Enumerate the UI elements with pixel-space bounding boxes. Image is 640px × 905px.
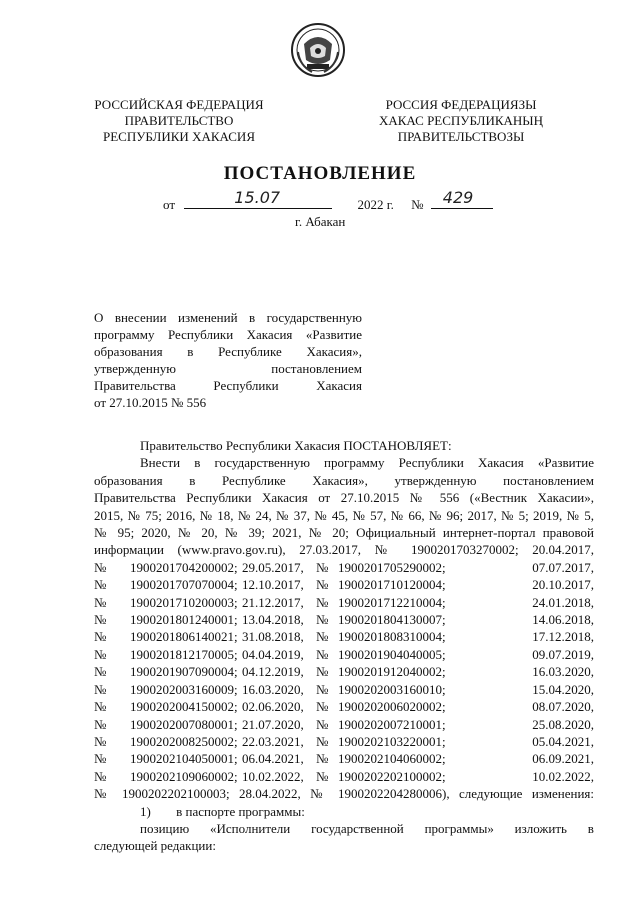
registry-cell: 04.04.2019,	[242, 646, 304, 662]
registry-row	[94, 768, 594, 785]
registry-cell: 16.03.2020,	[532, 664, 594, 680]
registry-cell: 1900202003160009;	[130, 681, 238, 697]
registry-cell: №	[94, 681, 107, 697]
body-word: изложить	[514, 820, 567, 836]
header-left-line: РЕСПУБЛИКИ ХАКАСИЯ	[102, 129, 255, 144]
registry-cell: №	[94, 559, 107, 575]
registry-row	[94, 559, 594, 576]
registry-cell: №	[94, 751, 107, 767]
body-line: Правительства Республики Хакасия от 27.10.2015 № 556 («Вестник Хакасии»,	[94, 490, 594, 506]
subject-word: в	[187, 344, 194, 359]
subject-line: О внесении изменений в государственную	[94, 310, 362, 325]
registry-cell: 05.04.2021,	[532, 733, 594, 749]
registry-cell: 1900202003160010;	[338, 681, 446, 697]
registry-row	[94, 628, 594, 645]
body-word: позицию	[140, 820, 190, 836]
subject-line: от 27.10.2015 № 556	[94, 395, 207, 410]
body-word: Республике	[222, 472, 286, 488]
registry-cell: 1900201801240001;	[130, 612, 238, 628]
registry-cell: 1900201707070004;	[130, 577, 238, 593]
registry-cell: №	[94, 629, 107, 645]
registry-cell: 1900202004150002;	[130, 699, 238, 715]
registry-row	[94, 750, 594, 767]
subject-word: Хакасия»,	[306, 344, 362, 359]
registry-cell: 02.06.2020,	[242, 699, 304, 715]
body-line: 2015, № 75; 2016, № 18, № 24, № 37, № 45, № 57, № 66, № 96; 2017, № 5; 2019, № 5,	[94, 507, 594, 523]
number-blank	[431, 188, 493, 209]
date-blank	[184, 188, 332, 209]
registry-cell: №	[316, 646, 329, 662]
body-word: Хакасия»,	[312, 472, 368, 488]
registry-cell: №	[316, 768, 329, 784]
registry-cell: 21.07.2020,	[242, 716, 304, 732]
body-word: программы»	[424, 820, 494, 836]
registry-cell: 1900202104050001;	[130, 751, 238, 767]
registry-cell: 31.08.2018,	[242, 629, 304, 645]
registry-cell: 15.04.2020,	[532, 681, 594, 697]
registry-cell: 10.02.2022,	[532, 768, 594, 784]
registry-cell: 1900202202100002;	[338, 768, 446, 784]
subject-line	[94, 377, 362, 394]
body-word: в	[587, 820, 594, 836]
coat-of-arms-emblem	[290, 22, 346, 78]
publication-registry	[94, 559, 594, 785]
registry-cell: 06.04.2021,	[242, 751, 304, 767]
body-word: государственной	[311, 820, 404, 836]
registry-cell: 13.04.2018,	[242, 612, 304, 628]
header-left-line: ПРАВИТЕЛЬСТВО	[124, 113, 234, 128]
registry-row	[94, 611, 594, 628]
registry-cell: №	[94, 716, 107, 732]
registry-cell: 12.10.2017,	[242, 577, 304, 593]
registry-cell: №	[316, 751, 329, 767]
header-right-line: РОССИЯ ФЕДЕРАЦИЯЗЫ	[385, 97, 537, 112]
registry-row	[94, 663, 594, 680]
subject-word: образования	[94, 344, 163, 359]
subject-line	[94, 360, 362, 377]
item-1	[94, 803, 594, 820]
year-text: 2022 г.	[357, 197, 394, 212]
registry-cell: 10.02.2022,	[242, 768, 304, 784]
registry-cell: 1900201907090004;	[130, 664, 238, 680]
registry-cell: №	[316, 594, 329, 610]
registry-cell: 1900202007080001;	[130, 716, 238, 732]
body-word: образования	[94, 472, 163, 488]
body-line: Внести в государственную программу Республики Хакасия «Развитие	[140, 455, 594, 471]
city-label: г. Абакан	[295, 214, 346, 229]
registry-cell: 1900202007210001;	[338, 716, 446, 732]
subject-word: Республике	[218, 344, 282, 359]
registry-cell: №	[94, 594, 107, 610]
item-1-number: 1)	[140, 803, 151, 819]
registry-cell: №	[316, 559, 329, 575]
registry-cell: 1900201710120004;	[338, 577, 446, 593]
header-left-line: РОССИЙСКАЯ ФЕДЕРАЦИЯ	[94, 97, 264, 112]
registry-cell: №	[316, 733, 329, 749]
subject-block	[94, 309, 362, 411]
resolution-intro: Правительство Республики Хакасия ПОСТАНОВЛЯЕТ:	[140, 438, 452, 453]
registry-row	[94, 716, 594, 733]
registry-row	[94, 576, 594, 593]
registry-cell: 21.12.2017,	[242, 594, 304, 610]
registry-cell: №	[94, 768, 107, 784]
registry-cell: №	[316, 612, 329, 628]
body-word: «Исполнители	[210, 820, 291, 836]
registry-cell: №	[316, 664, 329, 680]
registry-cell: 16.03.2020,	[242, 681, 304, 697]
registry-cell: 1900201710200003;	[130, 594, 238, 610]
subject-word: Хакасия	[316, 378, 362, 393]
body-word: утвержденную	[394, 472, 477, 488]
registry-cell: №	[316, 629, 329, 645]
registry-cell: 1900202109060002;	[130, 768, 238, 784]
header-right-line: ПРАВИТЕЛЬСТВОЗЫ	[397, 129, 525, 144]
document-title: ПОСТАНОВЛЕНИЕ	[223, 163, 417, 184]
registry-cell: 1900201808310004;	[338, 629, 446, 645]
document-body	[94, 437, 594, 855]
registry-cell: 06.09.2021,	[532, 751, 594, 767]
body-word: в	[189, 472, 196, 488]
date-line	[163, 188, 493, 213]
header-right-line: ХАКАС РЕСПУБЛИКАНЫҢ	[378, 113, 544, 128]
body-line	[94, 472, 594, 489]
body-word: постановлением	[503, 472, 594, 488]
item-1-text: в паспорте программы:	[176, 803, 305, 819]
registry-cell: 1900201912040002;	[338, 664, 446, 680]
subject-word: Правительства	[94, 378, 176, 393]
registry-cell: 17.12.2018,	[532, 629, 594, 645]
registry-cell: 1900201804130007;	[338, 612, 446, 628]
registry-cell: 1900201712210004;	[338, 594, 446, 610]
registry-cell: 1900202008250002;	[130, 733, 238, 749]
registry-cell: №	[316, 681, 329, 697]
handwritten-number: 429	[442, 188, 474, 207]
body-line: информации (www.pravo.gov.ru), 27.03.2017, № 1900201703270002; 20.04.2017,	[94, 542, 594, 558]
body-line: № 1900202202100003; 28.04.2022, № 1900202204280006), следующие изменения:	[94, 786, 594, 802]
registry-row	[94, 594, 594, 611]
item-2-line	[94, 820, 594, 837]
registry-cell: №	[94, 612, 107, 628]
registry-cell: 1900202006020002;	[338, 699, 446, 715]
subject-word: Республики	[213, 378, 279, 393]
item-2-line: следующей редакции:	[94, 838, 216, 854]
registry-cell: №	[94, 646, 107, 662]
registry-row	[94, 681, 594, 698]
subject-line: программу Республики Хакасия «Развитие	[94, 327, 362, 342]
registry-cell: №	[316, 577, 329, 593]
registry-cell: №	[94, 577, 107, 593]
registry-cell: 24.01.2018,	[532, 594, 594, 610]
registry-cell: 07.07.2017,	[532, 559, 594, 575]
header-left	[82, 97, 276, 145]
registry-cell: 1900201704200002;	[130, 559, 238, 575]
registry-cell: 1900201904040005;	[338, 646, 446, 662]
registry-cell: 04.12.2019,	[242, 664, 304, 680]
date-prefix: от	[163, 197, 176, 212]
registry-cell: 08.07.2020,	[532, 699, 594, 715]
subject-word: постановлением	[271, 361, 362, 376]
registry-cell: 25.08.2020,	[532, 716, 594, 732]
registry-cell: 1900201806140021;	[130, 629, 238, 645]
registry-cell: 1900202103220001;	[338, 733, 446, 749]
registry-row	[94, 646, 594, 663]
registry-row	[94, 698, 594, 715]
number-sign: №	[411, 197, 424, 212]
registry-cell: 29.05.2017,	[242, 559, 304, 575]
registry-row	[94, 733, 594, 750]
registry-cell: 1900202104060002;	[338, 751, 446, 767]
registry-cell: 1900201705290002;	[338, 559, 446, 575]
registry-cell: 20.10.2017,	[532, 577, 594, 593]
registry-cell: 14.06.2018,	[532, 612, 594, 628]
subject-line	[94, 343, 362, 360]
registry-cell: 09.07.2019,	[532, 646, 594, 662]
registry-cell: №	[316, 699, 329, 715]
registry-cell: №	[94, 699, 107, 715]
body-line: № 95; 2020, № 20, № 39; 2021, № 20; Официальный интернет-портал правовой	[94, 525, 594, 541]
registry-cell: 22.03.2021,	[242, 733, 304, 749]
header-right	[364, 97, 558, 145]
registry-cell: №	[94, 664, 107, 680]
registry-cell: №	[94, 733, 107, 749]
registry-cell: 1900201812170005;	[130, 646, 238, 662]
subject-word: утвержденную	[94, 361, 177, 376]
registry-cell: №	[316, 716, 329, 732]
handwritten-date: 15.07	[234, 188, 281, 207]
